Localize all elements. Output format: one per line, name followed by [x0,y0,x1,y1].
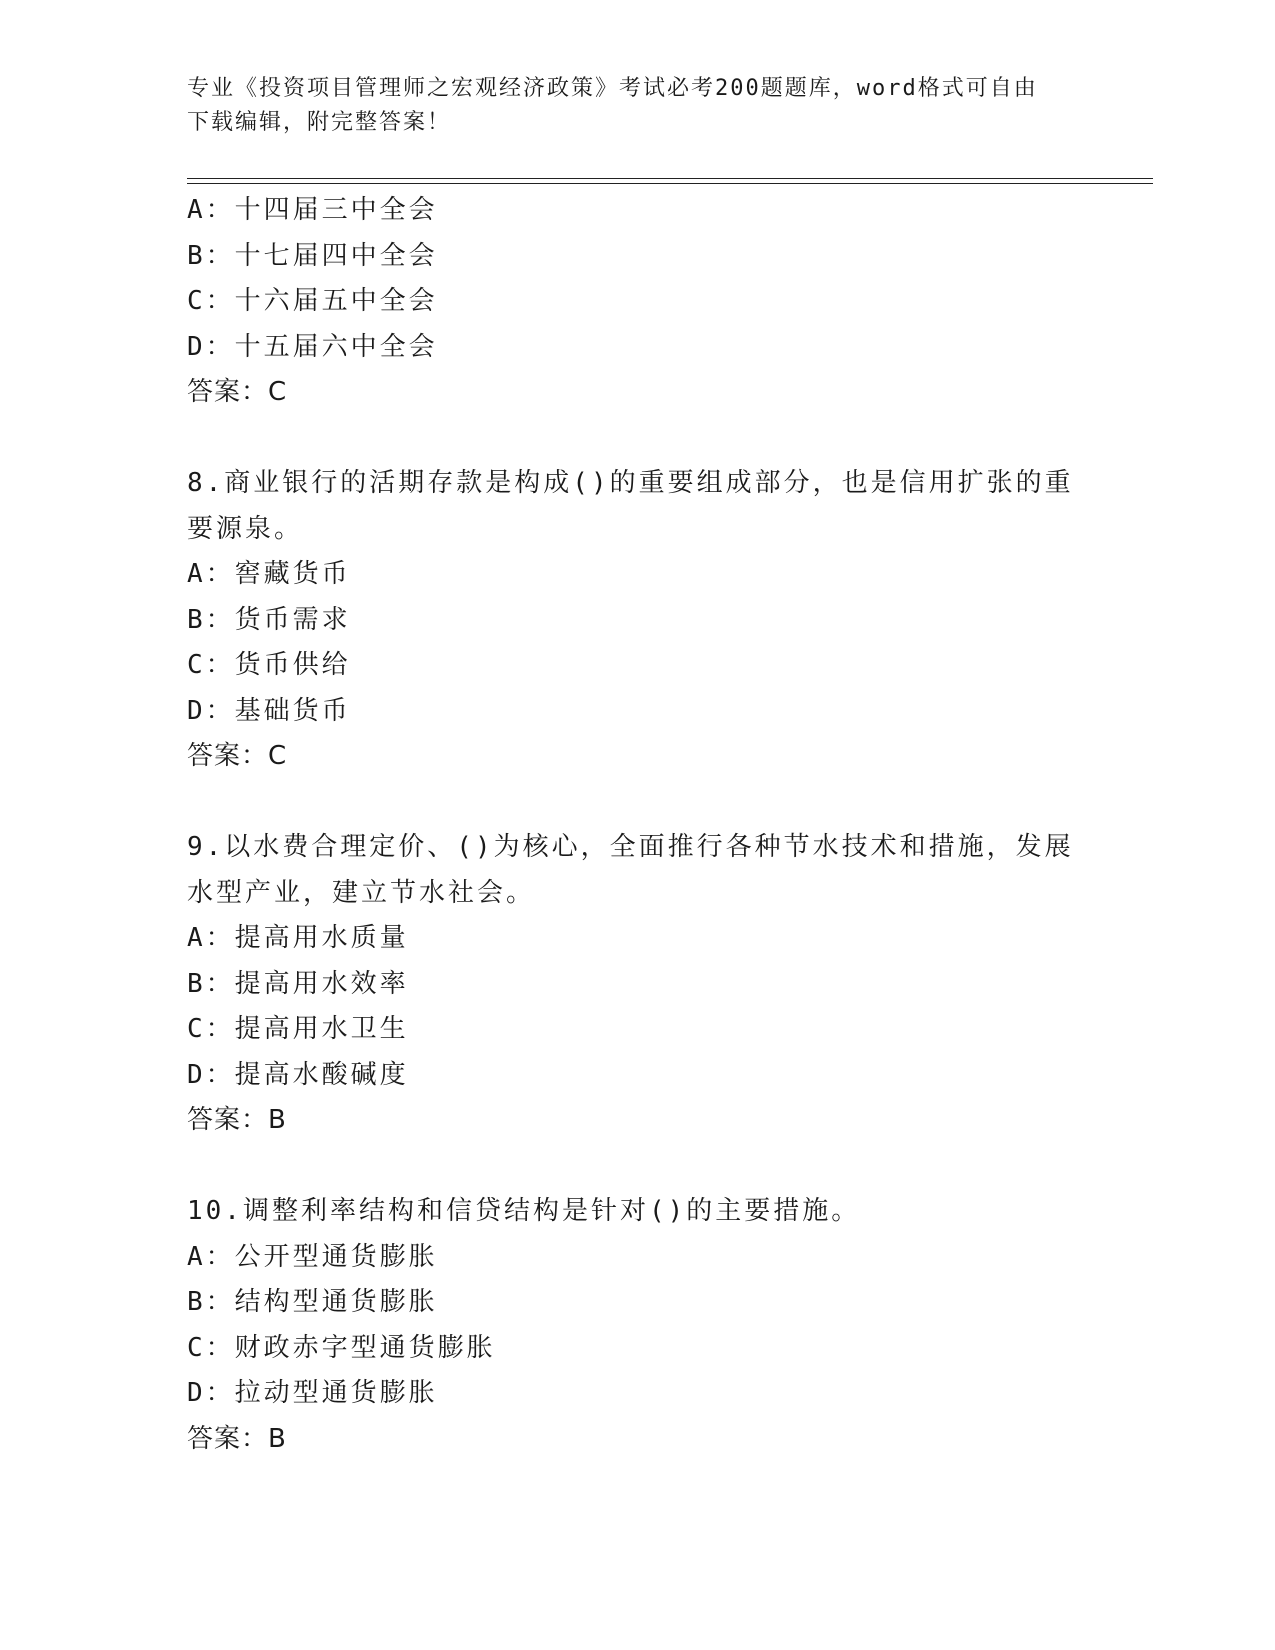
question-7 [187,188,1087,416]
spacer [187,416,1087,462]
option-d: D：拉动型通货膨胀 [187,1378,438,1408]
spacer [187,780,1087,826]
option-a: A：十四届三中全会 [187,195,438,225]
question-text-line-1: 9.以水费合理定价、()为核心，全面推行各种节水技术和措施，发展 [187,832,1074,862]
answer: 答案：B [187,1423,287,1454]
option-c: C：货币供给 [187,650,351,680]
spacer [187,1144,1087,1190]
question-list [187,188,1087,1462]
question-text-line-2: 要源泉。 [187,513,304,544]
header-divider-bottom [187,183,1153,184]
option-b: B：十七届四中全会 [187,240,438,271]
option-b: B：提高用水效率 [187,968,409,999]
question-10 [187,1189,1087,1462]
answer: 答案：B [187,1105,287,1135]
header-divider-top [187,178,1153,179]
option-c: C：十六届五中全会 [187,286,438,316]
option-a: A：公开型通货膨胀 [187,1241,438,1272]
option-b: B：货币需求 [187,604,351,635]
question-text-line-2: 水型产业，建立节水社会。 [187,877,536,908]
option-c: C：提高用水卫生 [187,1014,409,1044]
option-c: C：财政赤字型通货膨胀 [187,1332,496,1363]
option-d: D：提高水酸碱度 [187,1059,409,1090]
option-d: D：十五届六中全会 [187,331,438,362]
header-line-2: 下载编辑，附完整答案！ [187,110,452,135]
question-text-line-1: 8.商业银行的活期存款是构成()的重要组成部分，也是信用扩张的重 [187,468,1074,498]
document-header [187,72,1087,140]
header-line-1: 专业《投资项目管理师之宏观经济政策》考试必考200题题库，word格式可自由 [187,76,1038,101]
question-9 [187,825,1087,1144]
answer: 答案：C [187,377,288,407]
option-a: A：窖藏货币 [187,559,351,589]
question-text-line-1: 10.调整利率结构和信贷结构是针对()的主要措施。 [187,1196,861,1226]
option-a: A：提高用水质量 [187,923,409,953]
option-b: B：结构型通货膨胀 [187,1287,438,1317]
answer: 答案：C [187,741,288,771]
question-8 [187,461,1087,780]
option-d: D：基础货币 [187,695,351,726]
